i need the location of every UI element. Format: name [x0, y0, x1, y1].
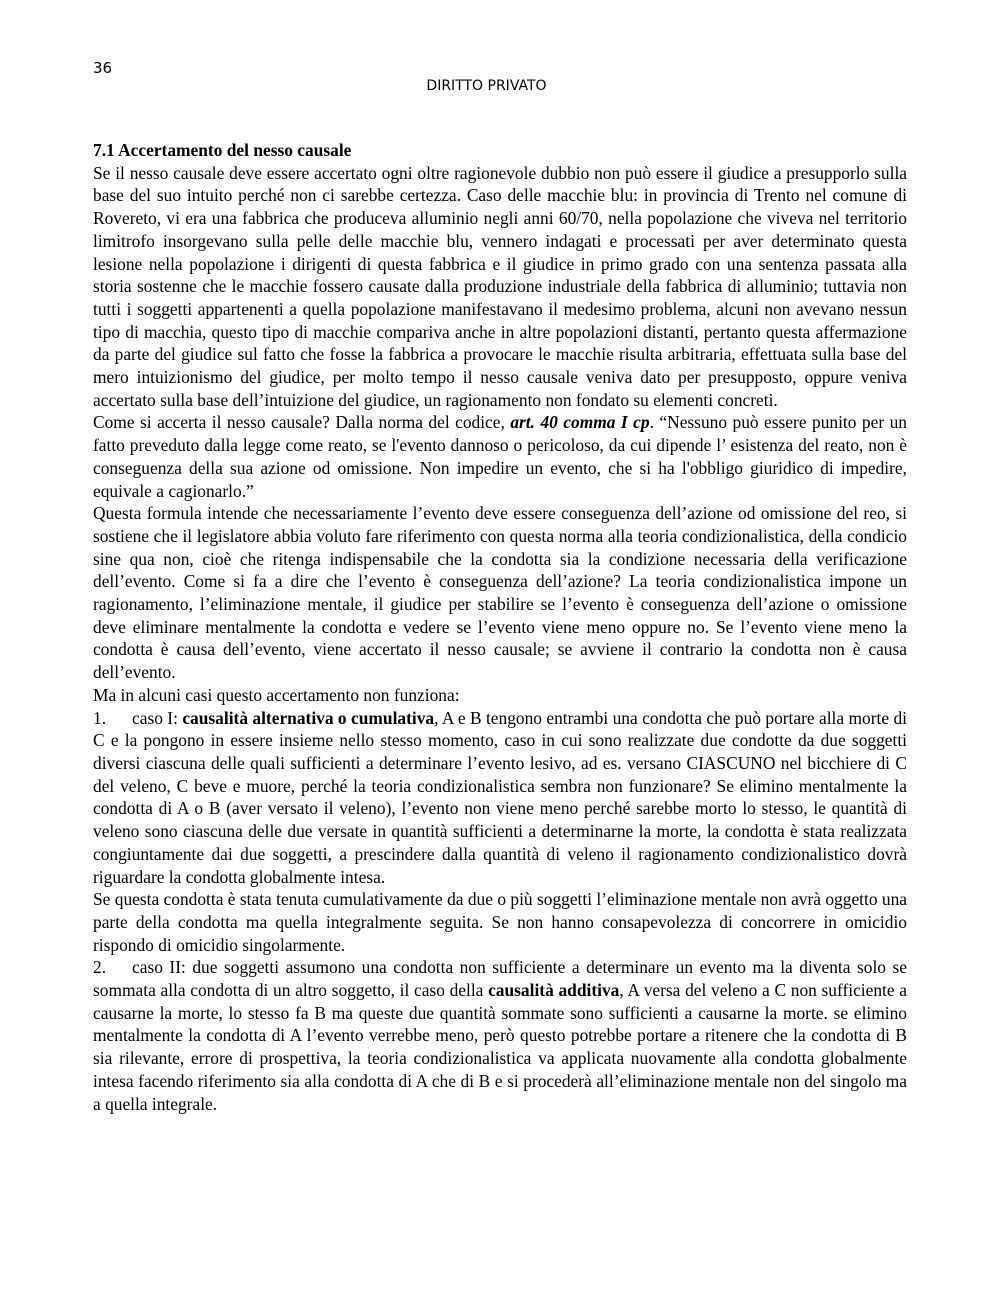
bold-term: causalità additiva: [488, 980, 620, 1001]
paragraph-text: . “Nessuno può essere punito per un fatto preveduto dalla legge come reato, se l'evento dannoso o pericoloso, da cui dipende l’ esistenza del reato, non è conseguenza della sua azione od omissione. Non impedire un evento, che si ha l'obbligo giuridico di impedire, equivale a cagionarlo.”: [93, 412, 907, 501]
page-number: 36: [93, 59, 113, 77]
paragraph-eccezioni-intro: Ma in alcuni casi questo accertamento non funziona:: [93, 684, 460, 705]
list-number: 2.: [93, 957, 107, 978]
paragraph-text: , A e B tengono entrambi una condotta che può portare alla morte di C e la pongono in essere insieme nello stesso momento, caso in cui sono realizzate due condotte da due soggetti diversi ciascuna delle quali sufficienti a determinare l’evento lesivo, ad es. versano CIASCUNO nel bicchiere di C del veleno, C beve e muore, perché la teoria condizionalistica sembra non funzionare? Se elimino mentalmente la condotta di A o B (aver versato il veleno), l’evento non viene meno perché sarebbe morto lo stesso, le quantità di veleno sono ciascuna delle due versate in quantità sufficienti a determinarne la morte, la condotta è stata realizzata congiuntamente dai due soggetti, a prescindere dalla quantità di veleno il ragionamento condizionalistico dovrà riguardare la condotta globalmente intesa.: [93, 707, 907, 887]
paragraph-condotta-cumulativa: Se questa condotta è stata tenuta cumulativamente da due o più soggetti l’eliminazione mentale non avrà oggetto una parte della condotta ma quella integralmente seguita. Se non hanno consapevolezza di concorrere in omicidio rispondo di omicidio singolarmente.: [93, 889, 907, 955]
list-number: 1.: [93, 707, 107, 728]
section-title: 7.1 Accertamento del nesso causale: [93, 140, 352, 160]
paragraph-text: caso II: due soggetti assumono una condotta non sufficiente a determinare un evento ma la diventa solo se sommata alla condotta di un altro soggetto, il caso della: [93, 957, 907, 1001]
article-reference: art. 40 comma I cp: [510, 412, 650, 433]
paragraph-macchie-blu: Se il nesso causale deve essere accertato ogni oltre ragionevole dubbio non può essere il giudice a presupporlo sulla base del suo intuito perché non ci sarebbe certezza. Caso delle macchie blu: in provincia di Trento nel comune di Rovereto, vi era una fabbrica che produceva alluminio negli anni 60/70, nella popolazione che viveva nel territorio limitrofo insorgevano sulla pelle delle macchie blu, vennero indagati e processati per aver determinato questa lesione nella popolazione i dirigenti di questa fabbrica e il giudice in primo grado con una sentenza passata alla storia sostenne che le macchie fossero causate dalla produzione industriale della fabbrica di alluminio; tuttavia non tutti i soggetti appartenenti a quella popolazione manifestavano il medesimo problema, alcuni non avevano nessun tipo di macchia, questo tipo di macchie compariva anche in altre popolazioni distanti, pertanto questa affermazione da parte del giudice sul fatto che fosse la fabbrica a provocare le macchie risulta arbitraria, effettuata sulla base del mero intuizionismo del giudice, per molto tempo il nesso causale veniva dato per presupposto, oppure veniva accertato sulla base dell’intuizione del giudice, un ragionamento non fondato su elementi concreti.: [93, 162, 907, 410]
paragraph-text: caso I:: [132, 707, 183, 728]
list-item-caso-2: [93, 956, 907, 1115]
paragraph-text: , A versa del veleno a C non sufficiente a causarne la morte, lo stesso fa B ma queste due quantità sommate sono sufficienti a causarne la morte. se elimino mentalmente la condotta di A l’evento verrebbe meno, però questo potrebbe portare a ritenere che la condotta di B sia rilevante, errore di prospettiva, la teoria condizionalistica va applicata nuovamente alla condotta globalmente intesa facendo riferimento sia alla condotta di A che di B e si procederà all’eliminazione mentale non del singolo ma a quella integrale.: [93, 980, 908, 1114]
list-item-caso-1: [93, 707, 907, 889]
bold-term: causalità alternativa o cumulativa: [182, 707, 435, 728]
running-header: DIRITTO PRIVATO: [426, 78, 547, 94]
paragraph-text: Come si accerta il nesso causale? Dalla norma del codice,: [93, 412, 511, 433]
paragraph-teoria-condizionalistica: Questa formula intende che necessariamente l’evento deve essere conseguenza dell’azione od omissione del reo, si sostiene che il legislatore abbia voluto fare riferimento con questa norma alla teoria condizionalistica, della condicio sine qua non, cioè che ritenga indispensabile che la condotta sia la condizione necessaria della verificazione dell’evento. Come si fa a dire che l’evento è conseguenza dell’azione? La teoria condizionalistica impone un ragionamento, l’eliminazione mentale, il giudice per stabilire se l’evento è conseguenza dell’azione o omissione deve eliminare mentalmente la condotta e vedere se l’evento viene meno oppure no. Se l’evento viene meno la condotta è causa dell’evento, viene accertato il nesso causale; se avviene il contrario la condotta non è causa dell’evento.: [93, 503, 907, 683]
document-body: [93, 139, 907, 1115]
paragraph-art-40: [93, 411, 907, 502]
